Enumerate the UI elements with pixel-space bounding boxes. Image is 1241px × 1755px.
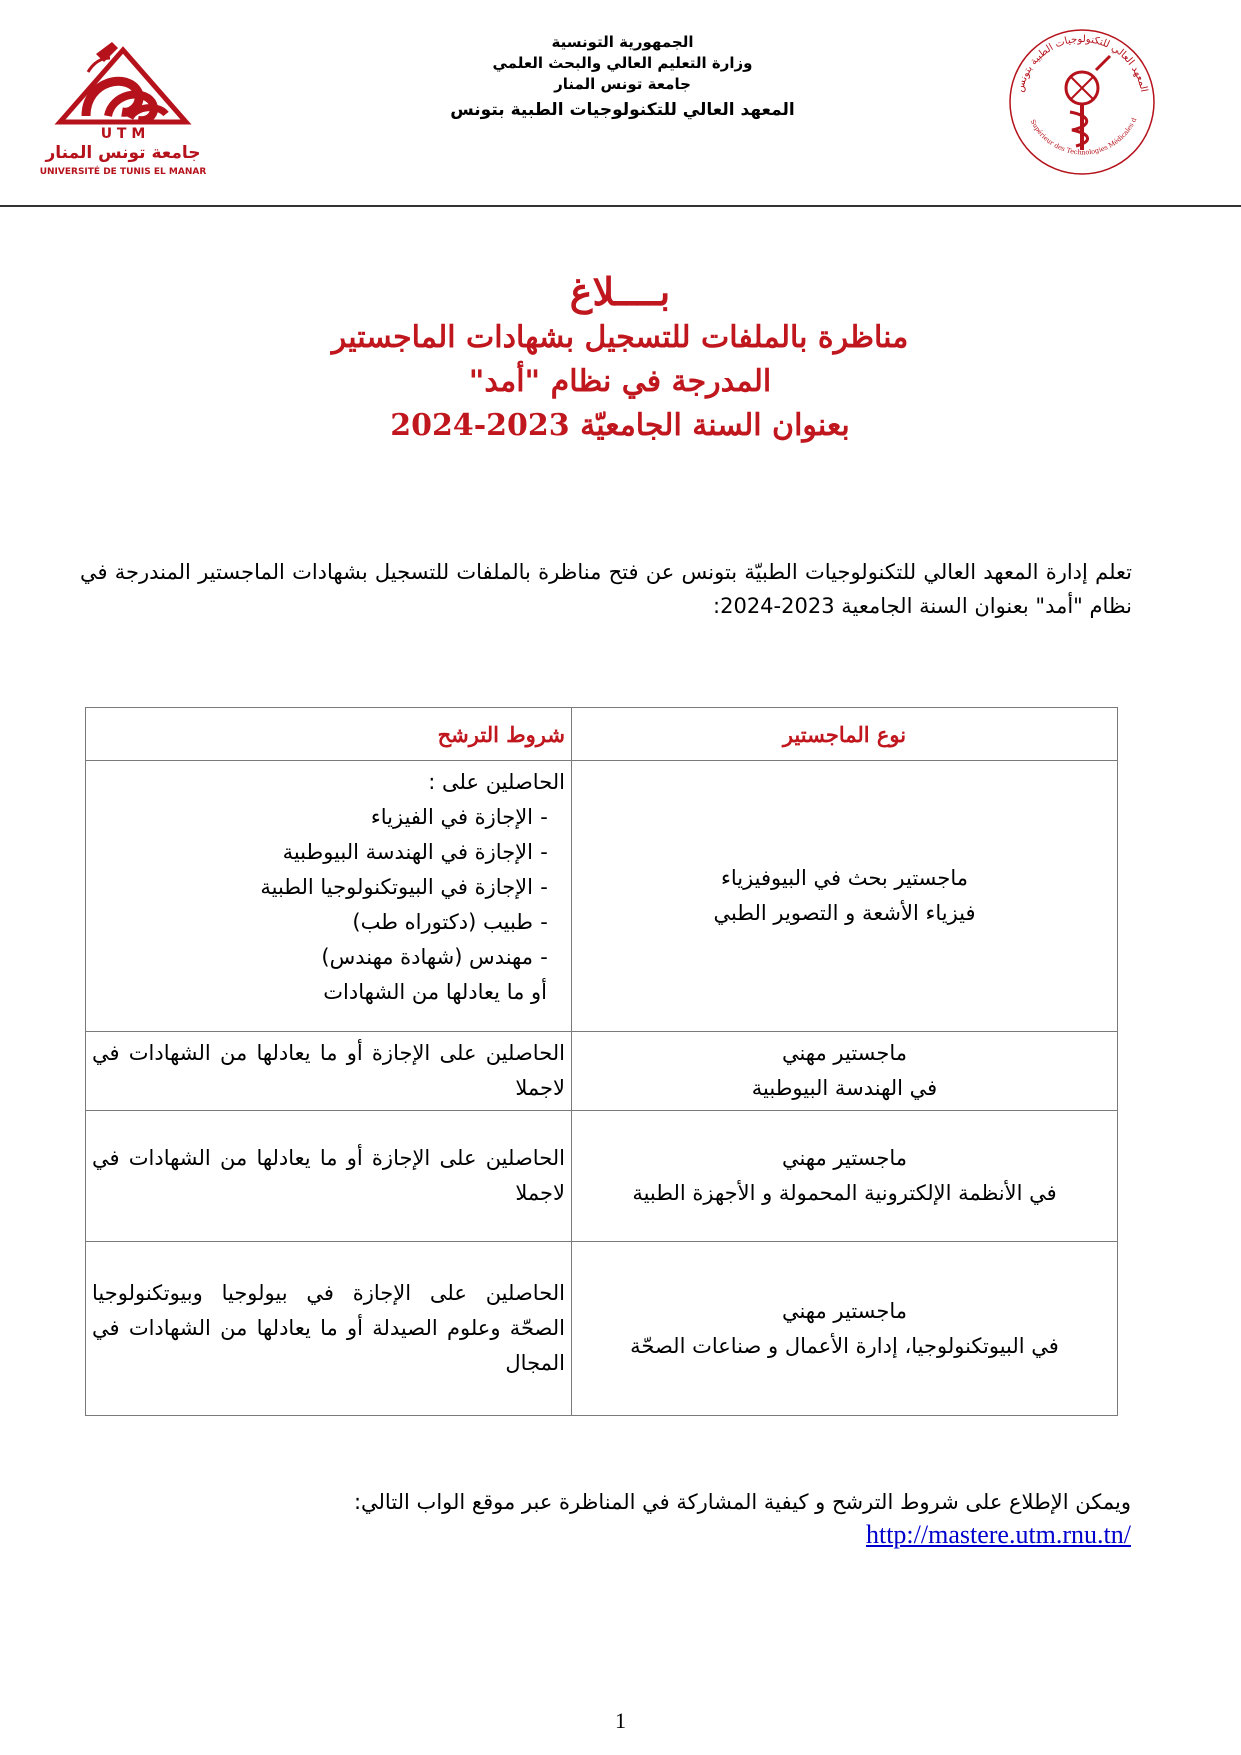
program-type-cell xyxy=(572,1032,1118,1111)
istmt-logo xyxy=(1000,20,1165,185)
list-item: -الإجازة في الفيزياء xyxy=(370,805,548,829)
title-line: المدرجة في نظام "أمد" xyxy=(468,364,772,399)
utm-logo-arabic: جامعة تونس المنار xyxy=(45,143,201,163)
header-type: نوع الماجستير xyxy=(572,708,1118,761)
table-row xyxy=(86,761,1118,1032)
conditions-cell: الحاصلين على الإجازة أو ما يعادلها من الشهادات في لاجملا xyxy=(86,1111,572,1242)
page-number: 1 xyxy=(615,1708,626,1733)
list-item: -مهندس (شهادة مهندس) xyxy=(321,945,548,969)
svg-text:المعهد العالي للتكنولوجيات الط xyxy=(1015,34,1149,93)
header-republic: الجمهورية التونسية xyxy=(551,33,694,51)
utm-logo xyxy=(38,32,208,180)
program-type-line: ماجستير مهني xyxy=(781,1146,908,1170)
program-type-cell xyxy=(572,1111,1118,1242)
title-line: بــــلاغ xyxy=(569,269,671,314)
program-type-line: في البيوتكنولوجيا، إدارة الأعمال و صناعات الصحّة xyxy=(630,1333,1059,1358)
table-row xyxy=(86,1111,1118,1242)
header-divider xyxy=(0,205,1241,207)
program-type-line: ماجستير مهني xyxy=(781,1298,908,1323)
website-link[interactable]: http://mastere.utm.rnu.tn/ xyxy=(865,1520,1131,1549)
program-type-line: ماجستير بحث في البيوفيزياء xyxy=(720,866,969,890)
master-programs-table xyxy=(85,707,1118,1416)
list-item: -طبيب (دكتوراه طب) xyxy=(352,910,548,934)
header-ministry: وزارة التعليم العالي والبحث العلمي xyxy=(492,54,753,72)
istmt-logo-arabic: المعهد العالي للتكنولوجيات الطبية بتونس xyxy=(1014,33,1150,94)
program-type-line: في الأنظمة الإلكترونية المحمولة و الأجهزة الطبية xyxy=(632,1181,1057,1205)
table-row xyxy=(86,1242,1118,1416)
table-row xyxy=(86,1032,1118,1111)
program-type-cell xyxy=(572,1242,1118,1416)
conditions-intro: الحاصلين على : xyxy=(428,770,565,794)
conditions-list xyxy=(92,800,565,975)
utm-logo-french: UNIVERSITÉ DE TUNIS EL MANAR xyxy=(39,167,207,177)
istmt-logo-french: Supérieur des Technologies Médicales d xyxy=(1028,116,1139,157)
header-conditions: شروط الترشح xyxy=(86,708,572,761)
list-item: -الإجازة في البيوتكنولوجيا الطبية xyxy=(260,875,548,899)
program-type-line: في الهندسة البيوطبية xyxy=(751,1076,938,1100)
title-line: مناظرة بالملفات للتسجيل بشهادات الماجستير xyxy=(331,320,909,355)
program-type-line: ماجستير مهني xyxy=(781,1041,908,1065)
program-type-cell xyxy=(572,761,1118,1032)
header-block xyxy=(395,32,850,125)
conditions-outro: أو ما يعادلها من الشهادات xyxy=(323,980,547,1004)
list-item: -الإجازة في الهندسة البيوطبية xyxy=(282,840,548,864)
intro-paragraph: تعلم إدارة المعهد العالي للتكنولوجيات الطبيّة بتونس عن فتح مناظرة بالملفات للتسجيل بشهادات الماجستير المندرجة في نظام "أمد" بعنوان السنة الجامعية 2023-2024: xyxy=(80,560,1132,618)
outro-paragraph: ويمكن الإطلاع على شروط الترشح و كيفية المشاركة في المناظرة عبر موقع الواب التالي: xyxy=(353,1490,1131,1514)
conditions-cell xyxy=(86,761,572,1032)
utm-logo-letters: U T M xyxy=(100,126,146,142)
conditions-cell: الحاصلين على الإجازة أو ما يعادلها من الشهادات في لاجملا xyxy=(86,1032,572,1111)
header-institute: المعهد العالي للتكنولوجيات الطبية بتونس xyxy=(450,100,795,120)
table-header-row xyxy=(86,708,1118,761)
conditions-cell: الحاصلين على الإجازة في بيولوجيا وبيوتكنولوجيا الصحّة وعلوم الصيدلة أو ما يعادلها من الشهادات في المجال xyxy=(86,1242,572,1416)
announcement-title xyxy=(240,268,1000,448)
program-type-line: فيزياء الأشعة و التصوير الطبي xyxy=(713,901,976,925)
title-line: بعنوان السنة الجامعيّة 2023-2024 xyxy=(390,408,850,443)
header-university: جامعة تونس المنار xyxy=(554,75,691,93)
